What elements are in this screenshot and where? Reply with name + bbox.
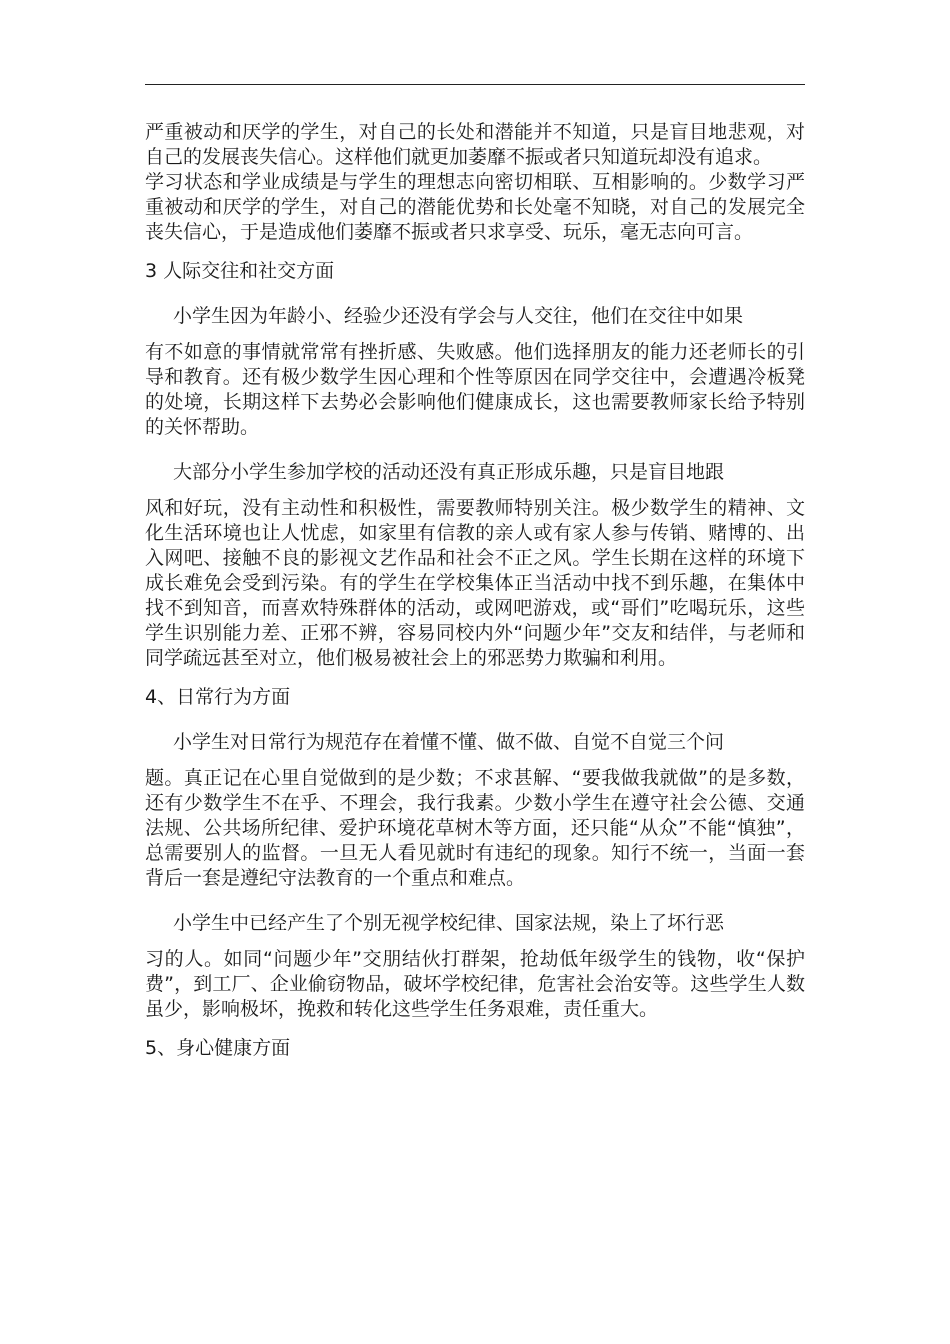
header-rule <box>145 84 805 85</box>
paragraph: 严重被动和厌学的学生，对自己的长处和潜能并不知道，只是盲目地悲观，对自己的发展丧失信心。这样他们就更加萎靡不振或者只知道玩却没有追求。 <box>145 121 805 168</box>
section-heading: 5、身心健康方面 <box>145 1037 291 1059</box>
paragraph: 学习状态和学业成绩是与学生的理想志向密切相联、互相影响的。少数学习严重被动和厌学的学生，对自己的潜能优势和长处毫不知晓，对自己的发展完全丧失信心，于是造成他们萎靡不振或者只求享受、玩乐，毫无志向可言。 <box>145 171 805 243</box>
paragraph: 风和好玩，没有主动性和积极性，需要教师特别关注。极少数学生的精神、文化生活环境也让人忧虑，如家里有信教的亲人或有家人参与传销、赌博的、出入网吧、接触不良的影视文艺作品和社会不正之风。学生长期在这样的环境下成长难免会受到污染。有的学生在学校集体正当活动中找不到乐趣，在集体中找不到知音，而喜欢特殊群体的活动，或网吧游戏，或“哥们”吃喝玩乐，这些学生识别能力差、正邪不辨，容易同校内外“问题少年”交友和结伴，与老师和同学疏远甚至对立，他们极易被社会上的邪恶势力欺骗和利用。 <box>145 497 805 669</box>
section-heading: 4、日常行为方面 <box>145 686 291 708</box>
paragraph-first-line: 小学生中已经产生了个别无视学校纪律、国家法规，染上了坏行恶 <box>173 912 725 934</box>
section-heading: 3 人际交往和社交方面 <box>145 260 335 282</box>
paragraph-first-line: 小学生因为年龄小、经验少还没有学会与人交往，他们在交往中如果 <box>173 305 744 327</box>
paragraph: 有不如意的事情就常常有挫折感、失败感。他们选择朋友的能力还老师长的引导和教育。还有极少数学生因心理和个性等原因在同学交往中，会遭遇冷板凳的处境，长期这样下去势必会影响他们健康成长，这也需要教师家长给予特别的关怀帮助。 <box>145 341 805 438</box>
paragraph: 题。真正记在心里自觉做到的是少数；不求甚解、“要我做我就做”的是多数，还有少数学生不在乎、不理会，我行我素。少数小学生在遵守社会公德、交通法规、公共场所纪律、爱护环境花草树木等方面，还只能“从众”不能“慎独”，总需要别人的监督。一旦无人看见就时有违纪的现象。知行不统一，当面一套背后一套是遵纪守法教育的一个重点和难点。 <box>145 767 805 889</box>
paragraph-first-line: 小学生对日常行为规范存在着懂不懂、做不做、自觉不自觉三个问 <box>173 731 725 753</box>
paragraph: 习的人。如同“问题少年”交朋结伙打群架，抢劫低年级学生的钱物，收“保护费”，到工厂、企业偷窃物品，破坏学校纪律，危害社会治安等。这些学生人数虽少，影响极坏，挽救和转化这些学生任务艰难，责任重大。 <box>145 948 805 1020</box>
document-body <box>145 120 805 1061</box>
paragraph-first-line: 大部分小学生参加学校的活动还没有真正形成乐趣，只是盲目地跟 <box>173 461 725 483</box>
